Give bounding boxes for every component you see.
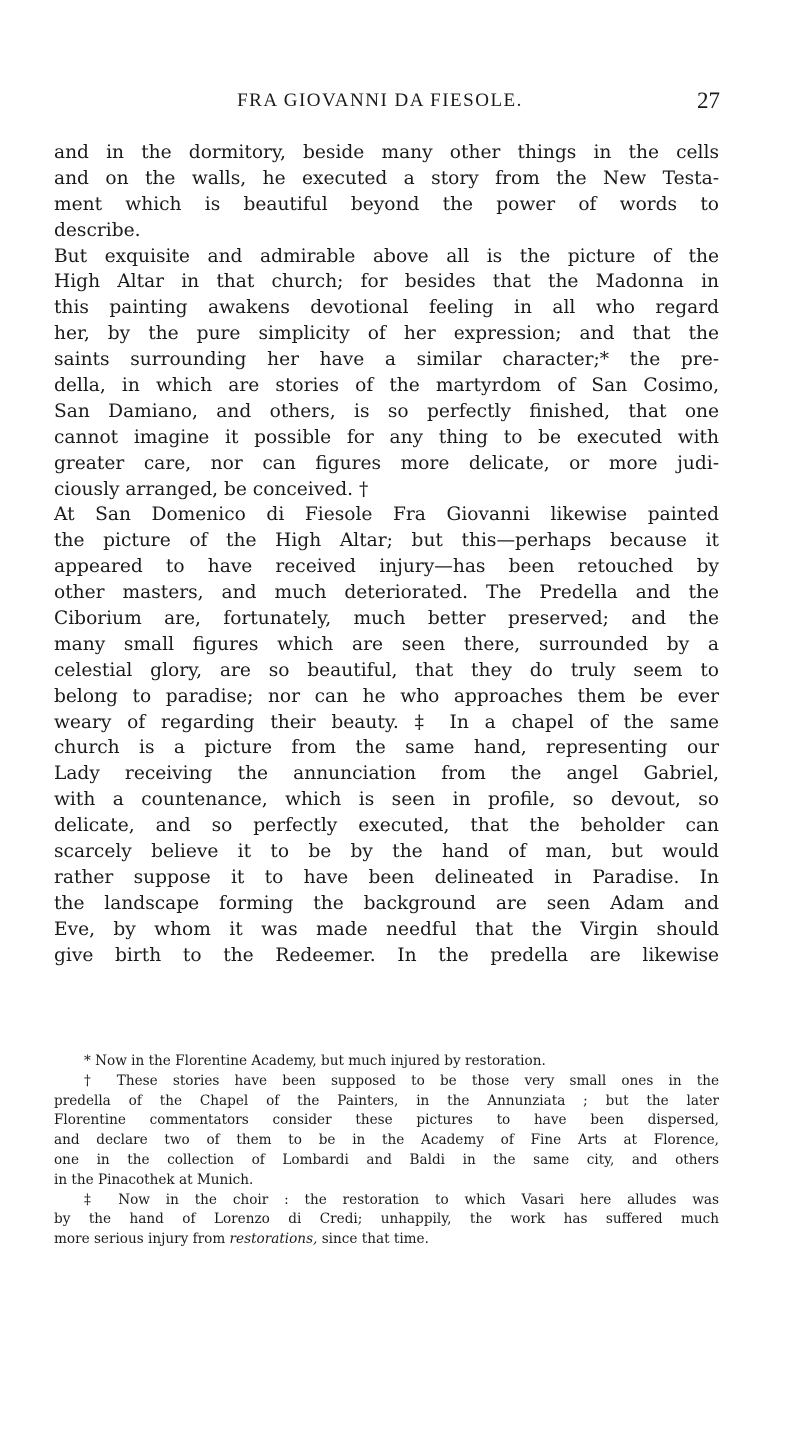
footnote-3-text: more serious injury from (54, 1231, 230, 1248)
body-line: High Altar in that church; for besides that the Madonna in (54, 271, 719, 293)
body-line: Eve, by whom it was made needful that the Virgin should (54, 918, 719, 940)
footnote-3-text: since that time. (317, 1231, 429, 1248)
footnote-3-italic: restorations, (229, 1231, 318, 1248)
running-head (40, 86, 720, 116)
body-line: ment which is beautiful beyond the power of words to (54, 193, 719, 215)
body-line: with a countenance, which is seen in profile, so devout, so (54, 789, 719, 811)
body-line: and in the dormitory, beside many other things in the cells (54, 142, 719, 163)
body-line: celestial glory, are so beautiful, that they do truly seem to (54, 659, 719, 681)
footnote-3-line: by the hand of Lorenzo di Credi; unhappily, the work has suffered much (54, 1211, 719, 1228)
footnote-2-line: predella of the Chapel of the Painters, in the Annunziata ; but the later (54, 1092, 719, 1109)
body-line: the picture of the High Altar; but this—perhaps because it (54, 530, 719, 552)
body-line: belong to paradise; nor can he who approaches them be ever (54, 685, 719, 707)
footnotes (54, 1052, 719, 1250)
body-line: saints surrounding her have a similar character;* the pre- (54, 349, 719, 371)
body-line: and on the walls, he executed a story from the New Testa- (54, 167, 719, 189)
body-line: give birth to the Redeemer. In the predella are likewise (54, 944, 719, 966)
footnote-2-line: Florentine commentators consider these pictures to have been dispersed, (54, 1112, 719, 1129)
body-line: this painting awakens devotional feeling in all who regard (54, 297, 719, 319)
body-line: weary of regarding their beauty. ‡ In a chapel of the same (54, 711, 719, 733)
footnote-1: * Now in the Florentine Academy, but much injured by restoration. (84, 1053, 546, 1069)
body-line: delicate, and so perfectly executed, that the beholder can (54, 815, 719, 837)
footnote-2-line: † These stories have been supposed to be those very small ones in the (84, 1072, 719, 1089)
footnote-3-line: ‡ Now in the choir : the restoration to which Vasari here alludes was (84, 1191, 719, 1208)
body-line: della, in which are stories of the martyrdom of San Cosimo, (54, 375, 719, 397)
body-line: At San Domenico di Fiesole Fra Giovanni likewise painted (54, 504, 719, 526)
page-number: 27 (697, 88, 720, 113)
footnote-2-line: one in the collection of Lombardi and Baldi in the same city, and others (54, 1151, 719, 1168)
body-line: many small figures which are seen there, surrounded by a (54, 633, 719, 655)
body-line: describe. (54, 219, 141, 241)
body-line: greater care, nor can figures more delicate, or more judi- (54, 452, 719, 474)
body-line: cannot imagine it possible for any thing to be executed with (54, 426, 719, 448)
body-line: San Damiano, and others, is so perfectly finished, that one (54, 400, 719, 422)
running-title: FRA GIOVANNI DA FIESOLE. (237, 90, 523, 111)
footnote-2-line: in the Pinacothek at Munich. (54, 1171, 254, 1188)
body-line: rather suppose it to have been delineated in Paradise. In (54, 866, 719, 888)
footnote-2-line: and declare two of them to be in the Academy of Fine Arts at Florence, (54, 1132, 719, 1149)
body-line: Ciborium are, fortunately, much better preserved; and the (54, 608, 719, 630)
body-text (54, 140, 719, 969)
body-line: ciously arranged, be conceived. † (54, 478, 369, 500)
footnote-3-line (54, 1230, 719, 1250)
body-line: Lady receiving the annunciation from the angel Gabriel, (54, 763, 719, 785)
body-line: scarcely believe it to be by the hand of man, but would (54, 841, 719, 863)
body-line: appeared to have received injury—has been retouched by (54, 556, 719, 578)
body-line: other masters, and much deteriorated. The Predella and the (54, 582, 719, 604)
body-line: But exquisite and admirable above all is the picture of the (54, 245, 719, 267)
body-line: her, by the pure simplicity of her expression; and that the (54, 323, 719, 345)
body-line: the landscape forming the background are seen Adam and (54, 892, 719, 914)
body-line: church is a picture from the same hand, representing our (54, 737, 719, 759)
